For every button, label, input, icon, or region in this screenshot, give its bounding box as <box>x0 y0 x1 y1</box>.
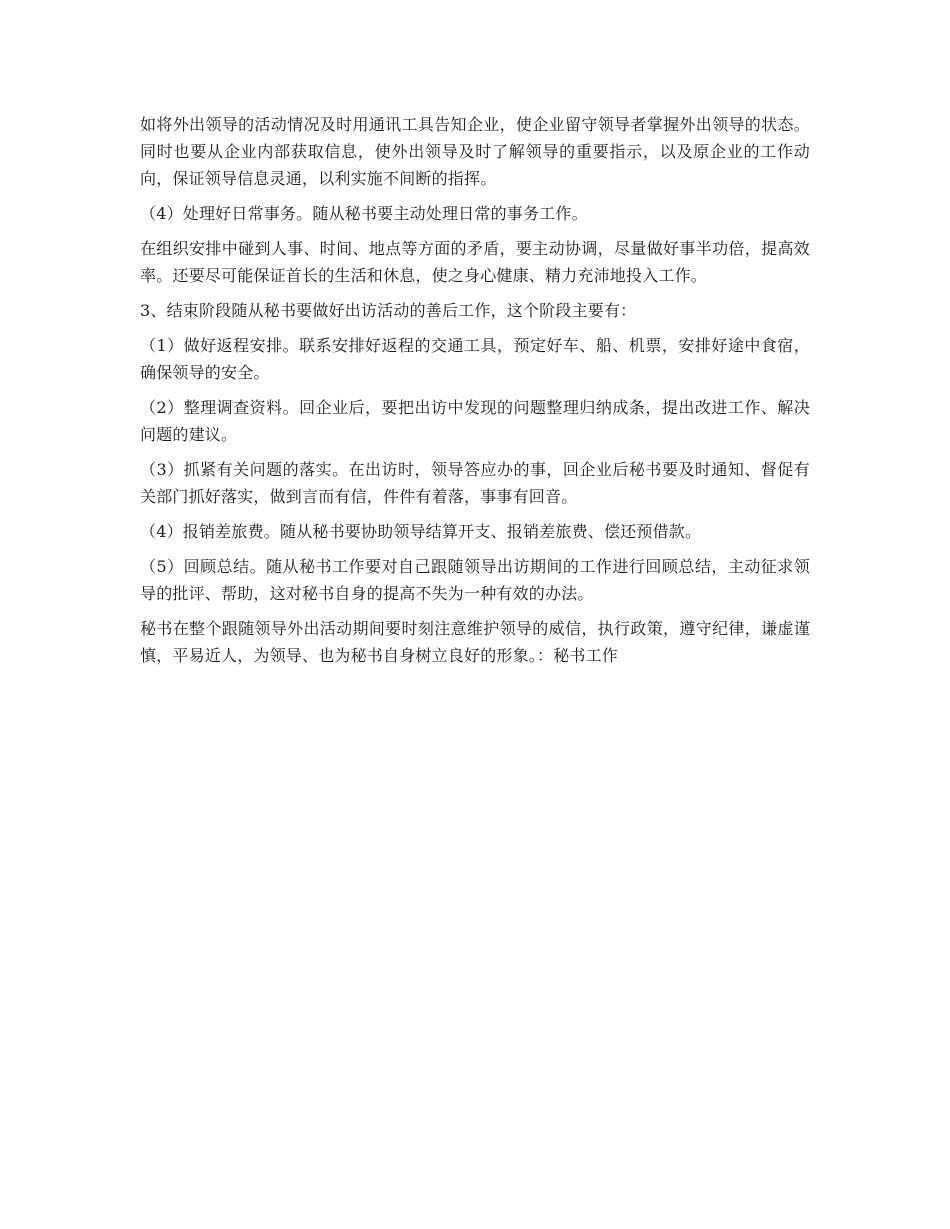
paragraph-7: （3）抓紧有关问题的落实。在出访时，领导答应办的事，回企业后秘书要及时通知、督促有关部门抓好落实，做到言而有信，件件有着落，事事有回音。 <box>140 460 810 506</box>
paragraph-2: （4）处理好日常事务。随从秘书要主动处理日常的事务工作。 <box>140 204 588 223</box>
paragraph-10: 秘书在整个跟随领导外出活动期间要时刻注意维护领导的威信，执行政策，遵守纪律，谦虚谨慎，平易近人，为领导、也为秘书自身树立良好的形象。：秘书工作 <box>140 619 810 665</box>
paragraph-1: 如将外出领导的活动情况及时用通讯工具告知企业，使企业留守领导者掌握外出领导的状态。同时也要从企业内部获取信息，使外出领导及时了解领导的重要指示，以及原企业的工作动向，保证领导信息灵通，以利实施不间断的指挥。 <box>140 115 810 188</box>
paragraph-9: （5）回顾总结。随从秘书工作要对自己跟随领导出访期间的工作进行回顾总结，主动征求领导的批评、帮助，这对秘书自身的提高不失为一种有效的办法。 <box>140 557 810 603</box>
paragraph-5: （1）做好返程安排。联系安排好返程的交通工具，预定好车、船、机票，安排好途中食宿，确保领导的安全。 <box>140 336 810 382</box>
paragraph-8: （4）报销差旅费。随从秘书要协助领导结算开支、报销差旅费、偿还预借款。 <box>140 522 702 541</box>
document-page <box>140 111 810 677</box>
paragraph-4: 3、结束阶段随从秘书要做好出访活动的善后工作，这个阶段主要有： <box>140 301 637 320</box>
paragraph-3: 在组织安排中碰到人事、时间、地点等方面的矛盾，要主动协调，尽量做好事半功倍，提高效率。还要尽可能保证首长的生活和休息，使之身心健康、精力充沛地投入工作。 <box>140 239 810 285</box>
paragraph-6: （2）整理调查资料。回企业后，要把出访中发现的问题整理归纳成条，提出改进工作、解决问题的建议。 <box>140 398 810 444</box>
